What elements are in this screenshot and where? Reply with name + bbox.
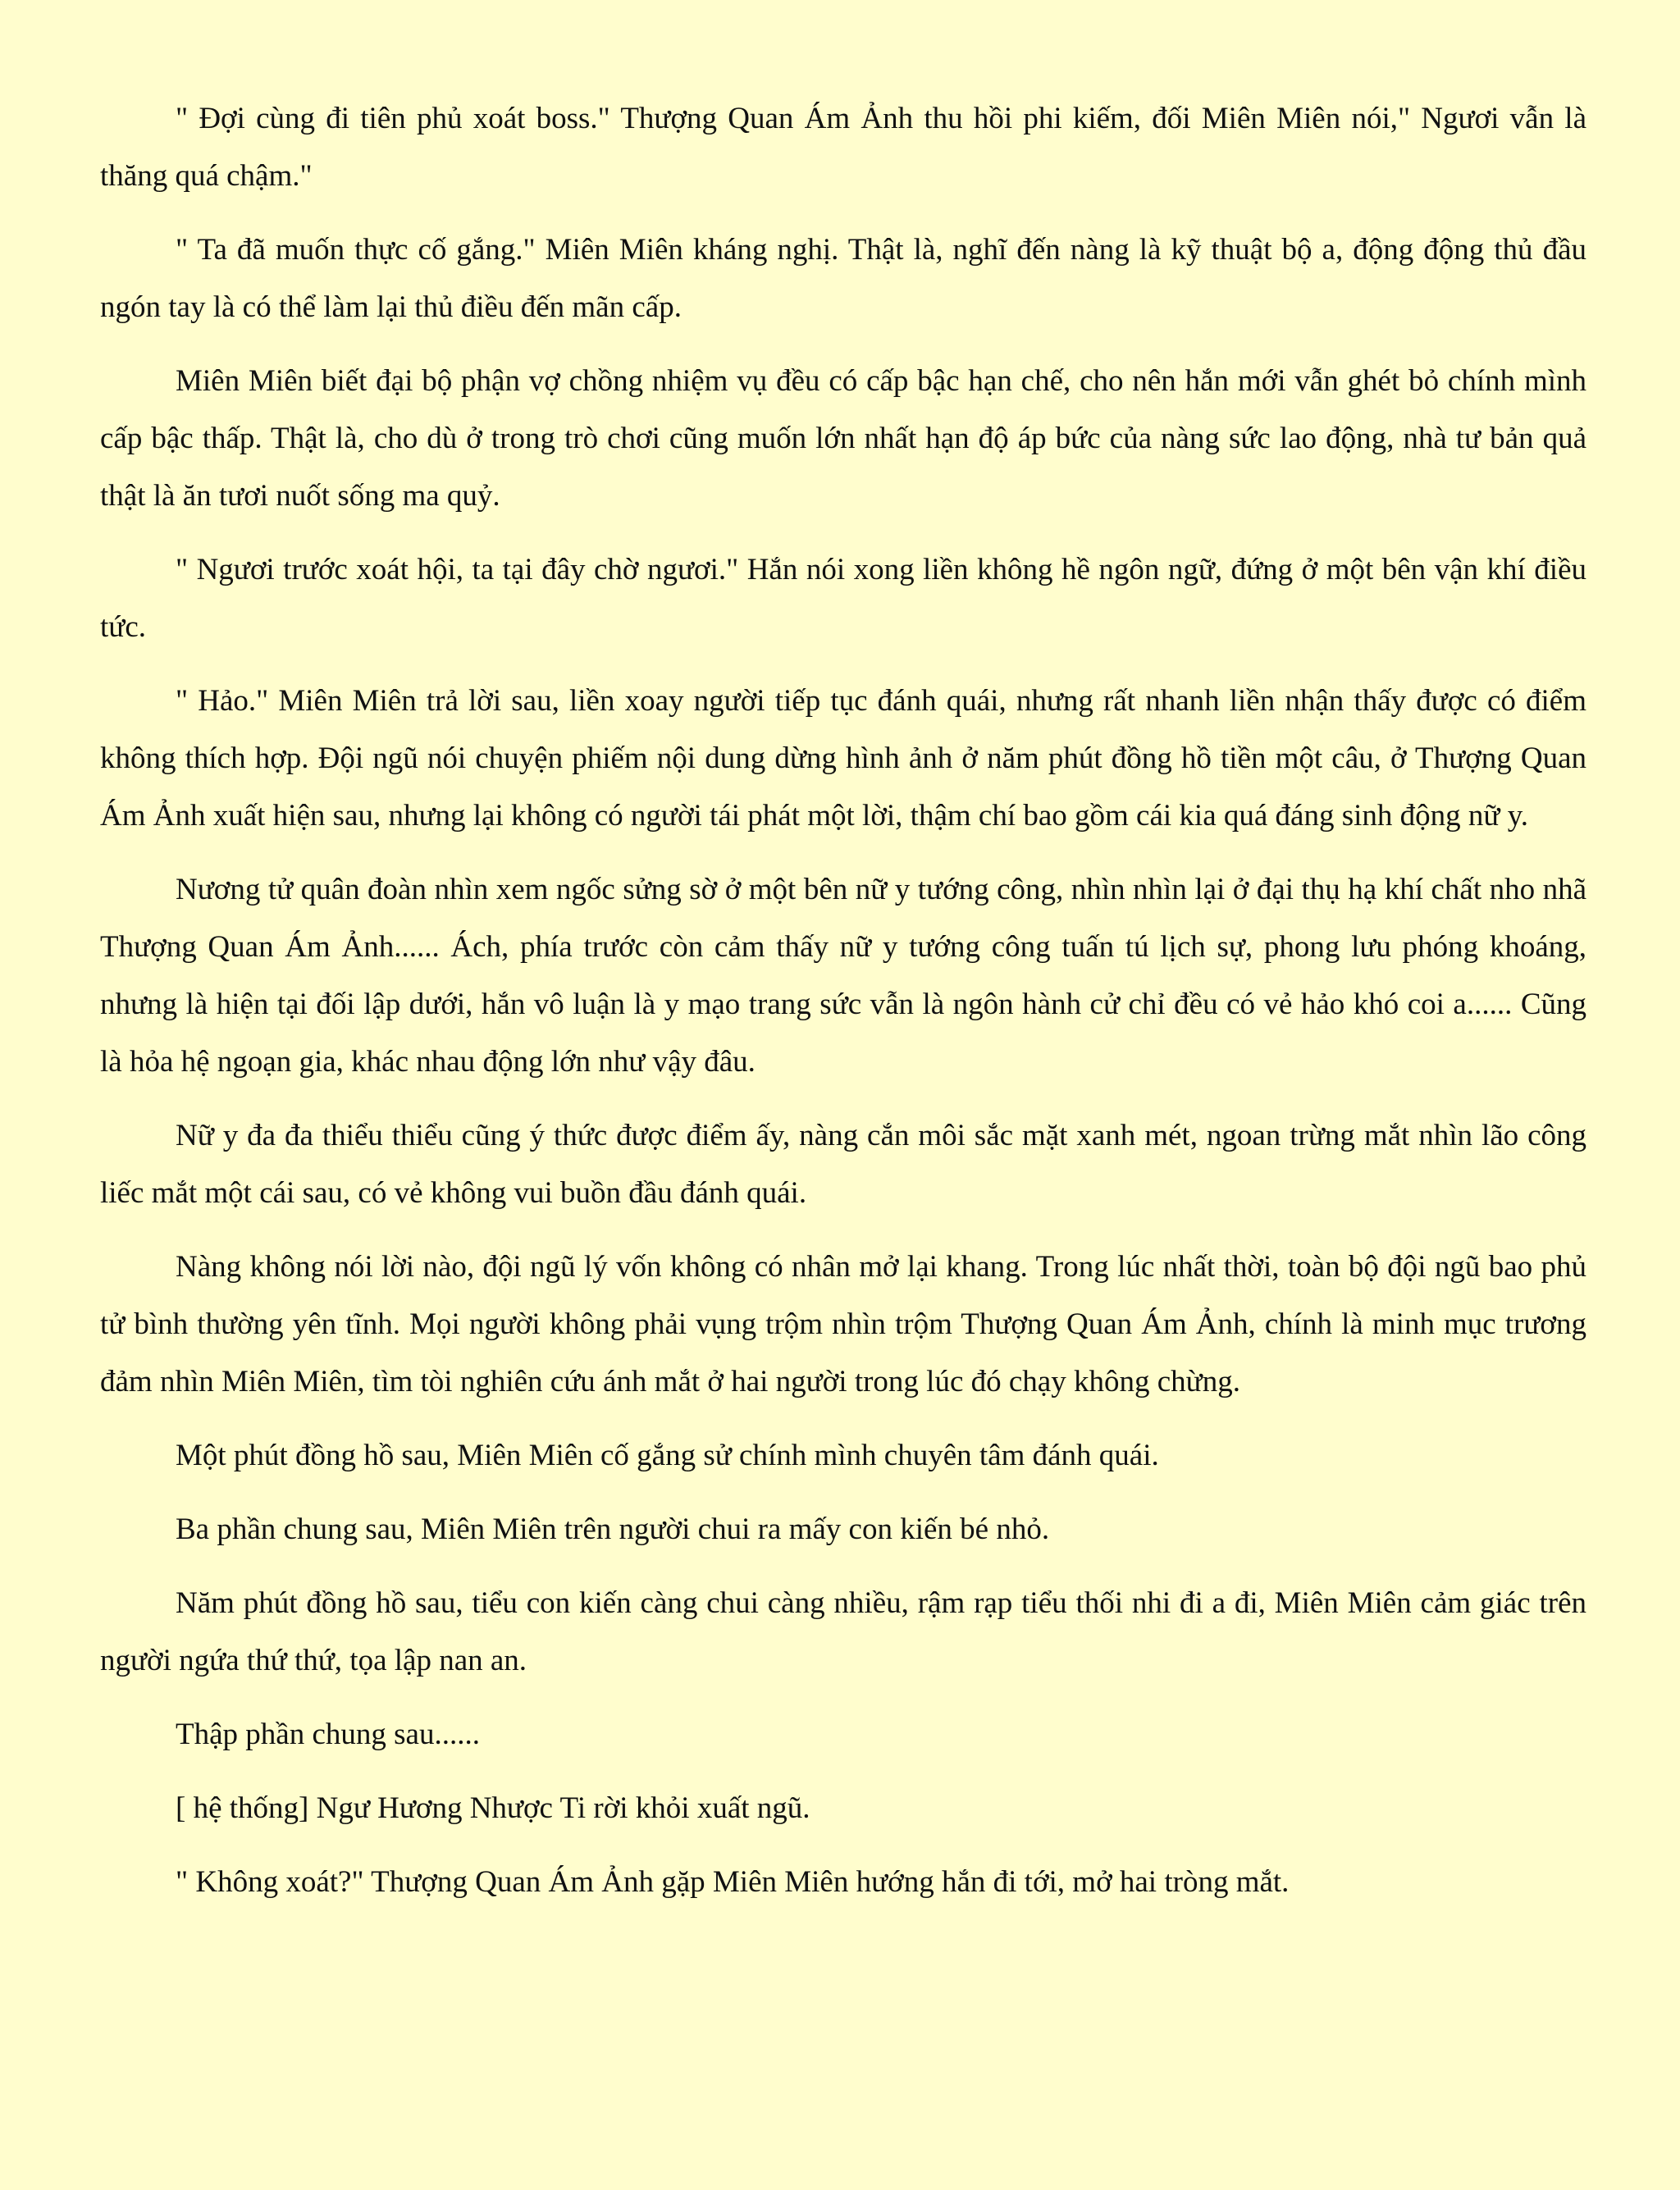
paragraph: Nàng không nói lời nào, đội ngũ lý vốn không có nhân mở lại khang. Trong lúc nhất thời, toàn bộ đội ngũ bao phủ tử bình thường yên tĩnh. Mọi người không phải vụng trộm nhìn trộm Thượng Quan Ám Ảnh, chính là minh mục trương đảm nhìn Miên Miên, tìm tòi nghiên cứu ánh mắt ở hai người trong lúc đó chạy không chừng. [100, 1250, 1586, 1398]
paragraph: Nương tử quân đoàn nhìn xem ngốc sửng sờ ở một bên nữ y tướng công, nhìn nhìn lại ở đại thụ hạ khí chất nho nhã Thượng Quan Ám Ảnh...... Ách, phía trước còn cảm thấy nữ y tướng công tuấn tú lịch sự, phong lưu phóng khoáng, nhưng là hiện tại đối lập dưới, hắn vô luận là y mạo trang sức vẫn là ngôn hành cử chỉ đều có vẻ hảo khó coi a...... Cũng là hỏa hệ ngoạn gia, khác nhau động lớn như vậy đâu. [100, 873, 1586, 1079]
paragraph: Nữ y đa đa thiểu thiểu cũng ý thức được điểm ấy, nàng cắn môi sắc mặt xanh mét, ngoan trừng mắt nhìn lão công liếc mắt một cái sau, có vẻ không vui buồn đầu đánh quái. [100, 1119, 1586, 1210]
paragraph: Ba phần chung sau, Miên Miên trên người chui ra mấy con kiến bé nhỏ. [176, 1512, 1050, 1546]
paragraph: Năm phút đồng hồ sau, tiểu con kiến càng chui càng nhiều, rậm rạp tiểu thối nhi đi a đi, Miên Miên cảm giác trên người ngứa thứ thứ, tọa lập nan an. [100, 1586, 1586, 1677]
paragraph: " Hảo." Miên Miên trả lời sau, liền xoay người tiếp tục đánh quái, nhưng rất nhanh liền nhận thấy được có điểm không thích hợp. Đội ngũ nói chuyện phiếm nội dung dừng hình ảnh ở năm phút đồng hồ tiền một câu, ở Thượng Quan Ám Ảnh xuất hiện sau, nhưng lại không có người tái phát một lời, thậm chí bao gồm cái kia quá đáng sinh động nữ y. [100, 684, 1586, 833]
paragraph: " Đợi cùng đi tiên phủ xoát boss." Thượng Quan Ám Ảnh thu hồi phi kiếm, đối Miên Miên nói," Ngươi vẫn là thăng quá chậm." [100, 102, 1586, 193]
paragraph: Miên Miên biết đại bộ phận vợ chồng nhiệm vụ đều có cấp bậc hạn chế, cho nên hắn mới vẫn ghét bỏ chính mình cấp bậc thấp. Thật là, cho dù ở trong trò chơi cũng muốn lớn nhất hạn độ áp bức của nàng sức lao động, nhà tư bản quả thật là ăn tươi nuốt sống ma quỷ. [100, 364, 1586, 513]
paragraph: [ hệ thống] Ngư Hương Nhược Ti rời khỏi xuất ngũ. [176, 1791, 810, 1825]
paragraph: " Ta đã muốn thực cố gắng." Miên Miên kháng nghị. Thật là, nghĩ đến nàng là kỹ thuật bộ a, động động thủ đầu ngón tay là có thể làm lại thủ điều đến mãn cấp. [100, 233, 1586, 324]
document-page [100, 90, 1586, 1928]
paragraph: Một phút đồng hồ sau, Miên Miên cố gắng sử chính mình chuyên tâm đánh quái. [176, 1439, 1159, 1472]
paragraph: Thập phần chung sau...... [176, 1718, 480, 1751]
paragraph: " Ngươi trước xoát hội, ta tại đây chờ ngươi." Hắn nói xong liền không hề ngôn ngữ, đứng ở một bên vận khí điều tức. [100, 553, 1586, 644]
paragraph: " Không xoát?" Thượng Quan Ám Ảnh gặp Miên Miên hướng hắn đi tới, mở hai tròng mắt. [176, 1865, 1290, 1899]
